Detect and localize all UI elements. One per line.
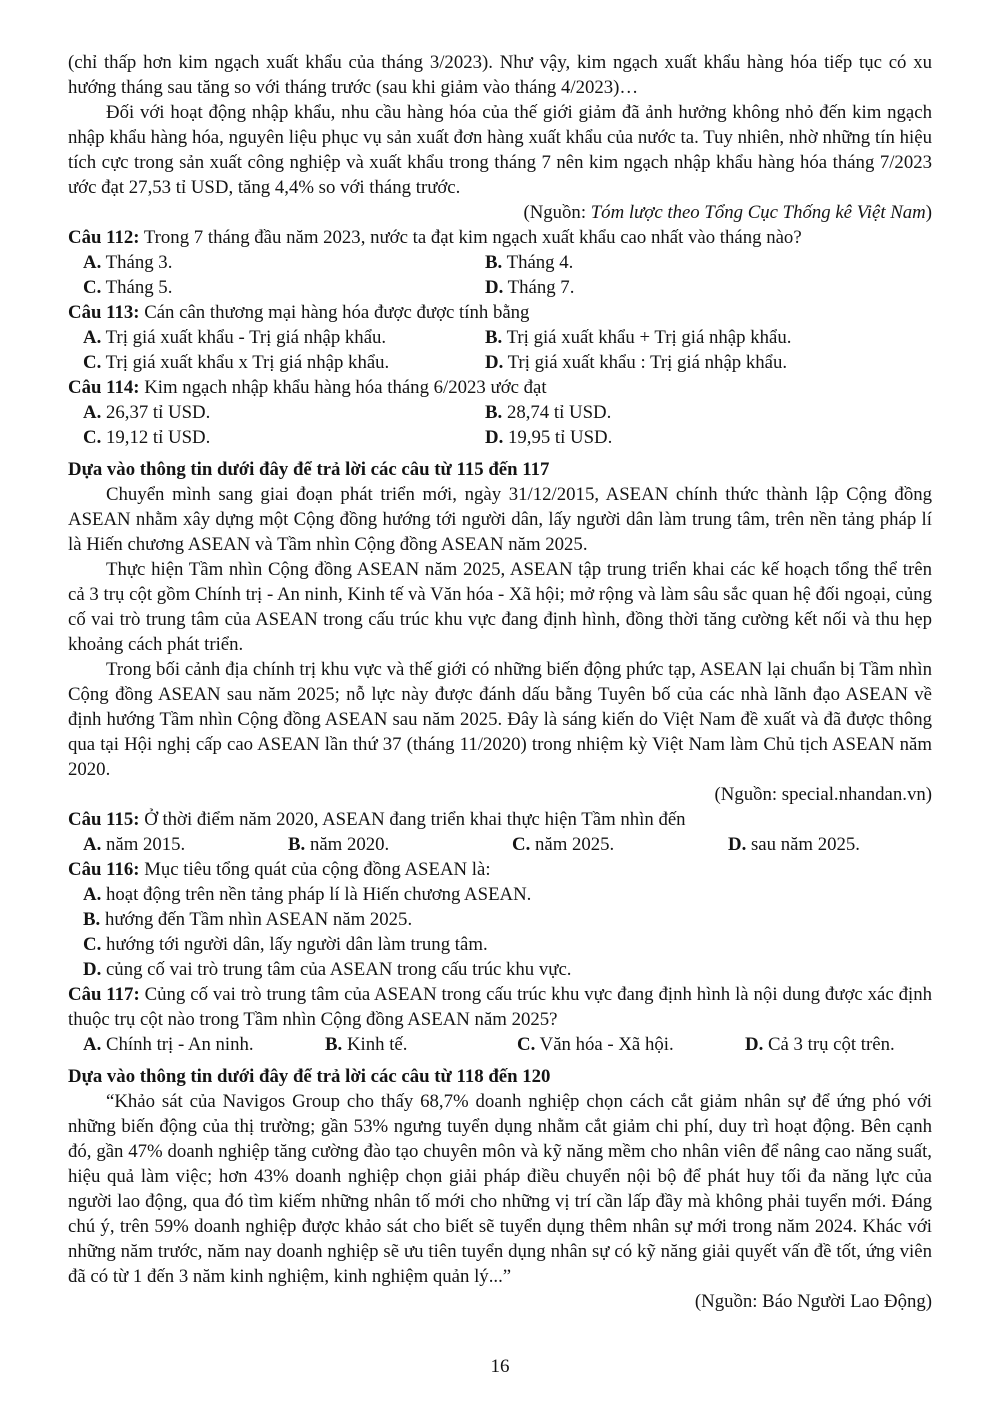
option-letter: B.	[325, 1034, 343, 1055]
option-112-C	[83, 275, 485, 300]
option-116-A	[83, 882, 932, 907]
option-letter: D.	[83, 959, 102, 980]
option-113-C	[83, 350, 485, 375]
option-letter: B.	[288, 834, 306, 855]
question-115-options	[68, 832, 932, 857]
options-row	[83, 275, 932, 300]
option-text: Chính trị - An ninh.	[105, 1034, 254, 1055]
option-letter: A.	[83, 834, 102, 855]
question-116-options	[68, 882, 932, 982]
option-text: năm 2025.	[534, 834, 615, 855]
option-117-B	[325, 1032, 517, 1057]
option-letter: B.	[83, 909, 101, 930]
options-row	[83, 250, 932, 275]
asean-paragraph-3: Trong bối cảnh địa chính trị khu vực và thế giới có những biến động phức tạp, ASEAN lại chuẩn bị Tầm nhìn Cộng đồng ASEAN sau năm 2025; nỗ lực này được đánh dấu bằng Tuyên bố của các nhà lãnh đạo ASEAN về định hướng Tầm nhìn Cộng đồng ASEAN sau năm 2025. Đây là sáng kiến do Việt Nam đề xuất và đã được thông qua tại Hội nghị cấp cao ASEAN lần thứ 37 (tháng 11/2020) trong nhiệm kỳ Việt Nam làm Chủ tịch ASEAN năm 2020.	[68, 659, 932, 780]
option-letter: C.	[83, 427, 102, 448]
option-text: hướng tới người dân, lấy người dân làm trung tâm.	[105, 934, 488, 955]
question-115-stem	[68, 807, 932, 832]
option-letter: C.	[517, 1034, 536, 1055]
option-116-B	[83, 907, 932, 932]
option-113-B	[485, 325, 791, 350]
option-text: Kinh tế.	[346, 1034, 408, 1055]
source-prefix: (Nguồn:	[523, 202, 591, 223]
option-letter: D.	[745, 1034, 764, 1055]
source-line-nhandan: (Nguồn: special.nhandan.vn)	[714, 784, 932, 805]
option-letter: B.	[485, 252, 503, 273]
question-114-text: Kim ngạch nhập khẩu hàng hóa tháng 6/2023 ước đạt	[144, 377, 547, 398]
option-113-A	[83, 325, 485, 350]
option-text: 19,12 tỉ USD.	[105, 427, 211, 448]
option-text: củng cố vai trò trung tâm của ASEAN trong cấu trúc khu vực.	[105, 959, 572, 980]
option-text: Trị giá xuất khẩu + Trị giá nhập khẩu.	[506, 327, 792, 348]
option-letter: D.	[728, 834, 747, 855]
option-112-D	[485, 275, 574, 300]
section-header-118-120: Dựa vào thông tin dưới đây để trả lời các câu từ 118 đến 120	[68, 1066, 551, 1087]
question-115-label: Câu 115:	[68, 809, 140, 830]
option-text: Tháng 5.	[105, 277, 173, 298]
option-115-A	[83, 832, 288, 857]
option-114-C	[83, 425, 485, 450]
option-text: hướng đến Tầm nhìn ASEAN năm 2025.	[104, 909, 413, 930]
option-text: 28,74 tỉ USD.	[506, 402, 612, 423]
option-text: sau năm 2025.	[750, 834, 860, 855]
source-suffix: )	[925, 202, 932, 223]
option-115-D	[728, 832, 860, 857]
section-header-115-117: Dựa vào thông tin dưới đây để trả lời các câu từ 115 đến 117	[68, 459, 550, 480]
option-116-C	[83, 932, 932, 957]
option-text: Cả 3 trụ cột trên.	[767, 1034, 895, 1055]
question-112-text: Trong 7 tháng đầu năm 2023, nước ta đạt kim ngạch xuất khẩu cao nhất vào tháng nào?	[143, 227, 802, 248]
option-112-B	[485, 250, 573, 275]
option-117-D	[745, 1032, 895, 1057]
question-114-stem	[68, 375, 932, 400]
option-letter: C.	[83, 934, 102, 955]
source-line-nld: (Nguồn: Báo Người Lao Động)	[694, 1291, 932, 1312]
question-115-text: Ở thời điểm năm 2020, ASEAN đang triển khai thực hiện Tầm nhìn đến	[144, 809, 686, 830]
option-text: năm 2020.	[309, 834, 390, 855]
intro-paragraph-2: Đối với hoạt động nhập khẩu, nhu cầu hàng hóa của thế giới giảm đã ảnh hưởng không nhỏ đến kim ngạch nhập khẩu hàng hóa, nguyên liệu phục vụ sản xuất đơn hàng xuất khẩu của nước ta. Tuy nhiên, nhờ những tín hiệu tích cực trong sản xuất công nghiệp và xuất khẩu trong tháng 7 nên kim ngạch nhập khẩu hàng hóa tháng 7/2023 ước đạt 27,53 tỉ USD, tăng 4,4% so với tháng trước.	[68, 102, 932, 198]
source-title: Tóm lược theo Tổng Cục Thống kê Việt Nam	[590, 202, 926, 223]
options-row	[83, 350, 932, 375]
option-letter: C.	[83, 277, 102, 298]
option-letter: D.	[485, 277, 504, 298]
option-116-D	[83, 957, 932, 982]
option-letter: D.	[485, 352, 504, 373]
question-112-options	[68, 250, 932, 300]
option-text: Tháng 7.	[507, 277, 575, 298]
option-text: 26,37 tỉ USD.	[105, 402, 211, 423]
question-112-stem	[68, 225, 932, 250]
option-letter: D.	[485, 427, 504, 448]
option-117-A	[83, 1032, 325, 1057]
option-text: Trị giá xuất khẩu : Trị giá nhập khẩu.	[507, 352, 788, 373]
option-text: Tháng 4.	[506, 252, 574, 273]
question-113-label: Câu 113:	[68, 302, 140, 323]
intro-paragraph-1: (chỉ thấp hơn kim ngạch xuất khẩu của tháng 3/2023). Như vậy, kim ngạch xuất khẩu hàng hóa tiếp tục có xu hướng tháng sau tăng so với tháng trước (sau khi giảm vào tháng 4/2023)…	[68, 52, 932, 98]
question-117-label: Câu 117:	[68, 984, 140, 1005]
option-text: Trị giá xuất khẩu - Trị giá nhập khẩu.	[105, 327, 387, 348]
option-letter: A.	[83, 327, 102, 348]
options-row	[83, 832, 932, 857]
option-text: Văn hóa - Xã hội.	[539, 1034, 674, 1055]
option-text: Tháng 3.	[105, 252, 173, 273]
question-114-options	[68, 400, 932, 450]
options-row	[83, 400, 932, 425]
option-letter: A.	[83, 252, 102, 273]
option-text: hoạt động trên nền tảng pháp lí là Hiến chương ASEAN.	[105, 884, 532, 905]
option-letter: A.	[83, 1034, 102, 1055]
option-114-B	[485, 400, 611, 425]
option-113-D	[485, 350, 787, 375]
question-116-label: Câu 116:	[68, 859, 140, 880]
option-letter: C.	[512, 834, 531, 855]
question-113-stem	[68, 300, 932, 325]
option-115-B	[288, 832, 512, 857]
option-letter: B.	[485, 327, 503, 348]
page-number: 16	[490, 1356, 510, 1377]
options-row	[83, 325, 932, 350]
option-114-D	[485, 425, 612, 450]
option-letter: C.	[83, 352, 102, 373]
question-117-text: Củng cố vai trò trung tâm của ASEAN trong cấu trúc khu vực đang định hình là nội dung được xác định thuộc trụ cột nào trong Tầm nhìn Cộng đồng ASEAN năm 2025?	[68, 984, 933, 1030]
asean-paragraph-2: Thực hiện Tầm nhìn Cộng đồng ASEAN năm 2025, ASEAN tập trung triển khai các kế hoạch tổng thể trên cả 3 trụ cột gồm Chính trị - An ninh, Kinh tế và Văn hóa - Xã hội; mở rộng và làm sâu sắc quan hệ đối ngoại, củng cố vai trò trung tâm của ASEAN trong cấu trúc khu vực đang định hình, đồng thời tăng cường kết nối và thu hẹp khoảng cách phát triển.	[68, 559, 932, 655]
question-114-label: Câu 114:	[68, 377, 140, 398]
option-117-C	[517, 1032, 745, 1057]
question-117-options	[68, 1032, 932, 1057]
option-112-A	[83, 250, 485, 275]
question-112-label: Câu 112:	[68, 227, 140, 248]
option-text: Trị giá xuất khẩu x Trị giá nhập khẩu.	[105, 352, 390, 373]
option-text: năm 2015.	[105, 834, 186, 855]
navigos-paragraph: “Khảo sát của Navigos Group cho thấy 68,7% doanh nghiệp chọn cách cắt giảm nhân sự để ứng phó với những biến động của thị trường; gần 53% ngưng tuyển dụng nhằm cắt giảm chi phí, duy trì hoạt động. Bên cạnh đó, gần 47% doanh nghiệp tăng cường đào tạo chuyên môn và kỹ năng mềm cho nhân viên để nâng cao năng suất, hiệu quả làm việc; hơn 43% doanh nghiệp chọn giải pháp điều chuyển nội bộ để phát huy tối đa năng lực của người lao động, qua đó tìm kiếm những nhân tố mới cho những vị trí cần lấp đầy mà không phải tuyển mới. Đáng chú ý, trên 59% doanh nghiệp được khảo sát cho biết sẽ tuyển dụng thêm nhân sự mới trong năm 2024. Khác với những năm trước, năm nay doanh nghiệp sẽ ưu tiên tuyển dụng nhân sự có kỹ năng giải quyết vấn đề tốt, ứng viên đã có từ 1 đến 3 năm kinh nghiệm, kinh nghiệm quản lý...”	[68, 1091, 932, 1287]
option-letter: A.	[83, 402, 102, 423]
options-row	[83, 425, 932, 450]
option-text: 19,95 tỉ USD.	[507, 427, 613, 448]
question-116-text: Mục tiêu tổng quát của cộng đồng ASEAN là:	[144, 859, 491, 880]
question-113-options	[68, 325, 932, 375]
question-117-stem	[68, 982, 932, 1032]
options-row	[83, 1032, 932, 1057]
question-116-stem	[68, 857, 932, 882]
source-line-gso	[68, 200, 932, 225]
option-115-C	[512, 832, 728, 857]
option-letter: A.	[83, 884, 102, 905]
question-113-text: Cán cân thương mại hàng hóa được được tính bằng	[144, 302, 530, 323]
option-letter: B.	[485, 402, 503, 423]
option-114-A	[83, 400, 485, 425]
asean-paragraph-1: Chuyển mình sang giai đoạn phát triển mới, ngày 31/12/2015, ASEAN chính thức thành lập Cộng đồng ASEAN nhằm xây dựng một Cộng đồng hướng tới người dân, lấy người dân làm trung tâm, trên nền tảng pháp lí là Hiến chương ASEAN và Tầm nhìn Cộng đồng ASEAN năm 2025.	[68, 484, 932, 555]
